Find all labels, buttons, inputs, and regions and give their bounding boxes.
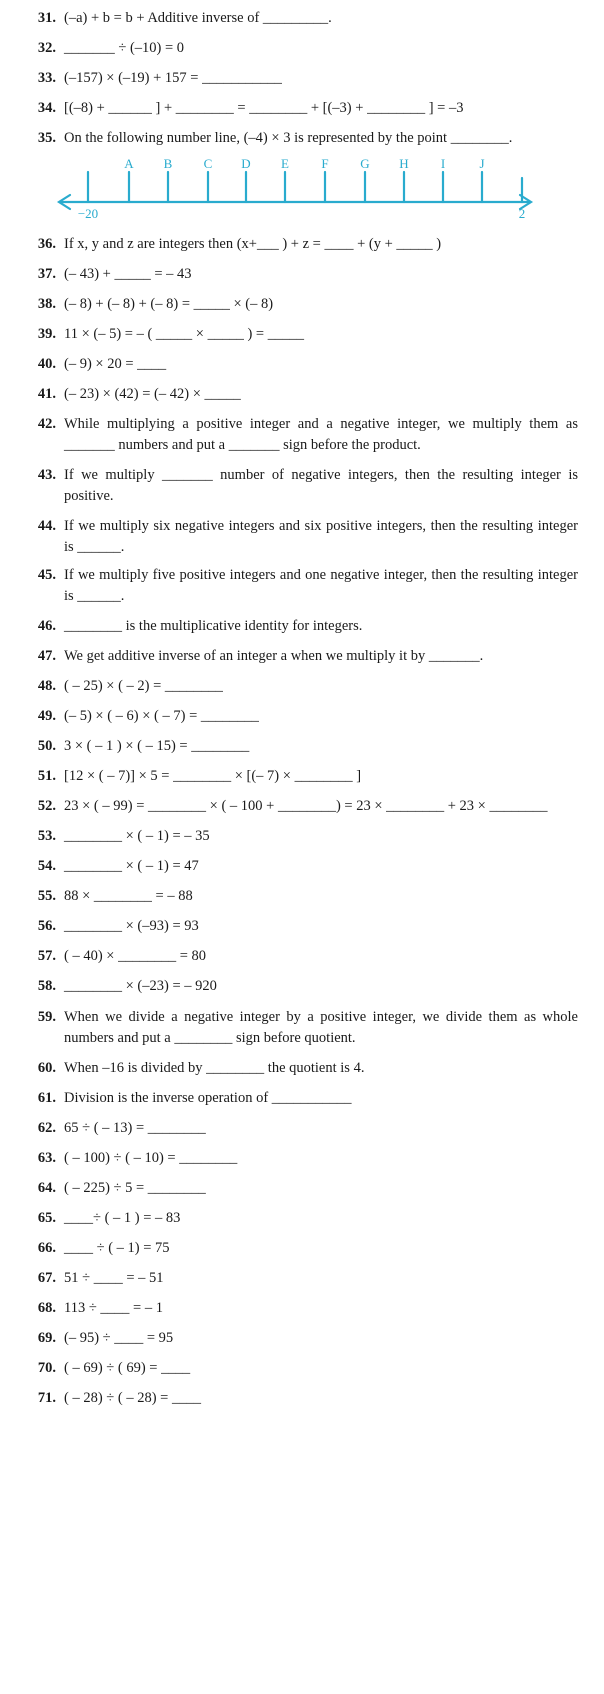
- question-item-33: [22, 68, 578, 89]
- point-label-D: D: [241, 158, 251, 172]
- question-number: 47.: [37, 648, 56, 665]
- question-text: When –16 is divided by ________ the quotient is 4.: [64, 1059, 365, 1076]
- question-item-42: [22, 414, 578, 456]
- question-item-63: [22, 1148, 578, 1169]
- question-number: 71.: [37, 1389, 56, 1406]
- question-item-56: [22, 916, 578, 937]
- question-item-60: [22, 1058, 578, 1079]
- point-label-F: F: [321, 158, 329, 172]
- question-text: 23 × ( – 99) = ________ × ( – 100 + ________) = 23 × ________ + 23 × ________: [64, 798, 548, 815]
- question-number: 63.: [37, 1149, 56, 1166]
- point-label-G: G: [360, 158, 370, 172]
- question-item-67: [22, 1268, 578, 1289]
- question-text: 88 × ________ = – 88: [64, 888, 193, 905]
- question-text: (– 43) + _____ = – 43: [64, 266, 192, 283]
- question-item-53: [22, 826, 578, 847]
- question-text: 11 × (– 5) = – ( _____ × _____ ) = _____: [64, 326, 304, 343]
- question-item-43: [22, 465, 578, 507]
- question-item-69: [22, 1328, 578, 1349]
- question-item-64: [22, 1178, 578, 1199]
- question-number: 60.: [37, 1059, 56, 1076]
- question-text: If x, y and z are integers then (x+___ ) + z = ____ + (y + _____ ): [64, 236, 442, 253]
- question-number: 56.: [37, 918, 56, 935]
- question-text: ____÷ ( – 1 ) = – 83: [64, 1209, 181, 1226]
- question-number: 46.: [37, 618, 56, 635]
- question-text: ________ × ( – 1) = – 35: [64, 828, 210, 845]
- question-item-61: [22, 1088, 578, 1109]
- question-text: ____ ÷ ( – 1) = 75: [64, 1239, 170, 1256]
- question-item-37: [22, 264, 578, 285]
- axis-label-left: −20: [77, 206, 99, 222]
- question-text: ( – 25) × ( – 2) = ________: [64, 678, 223, 695]
- question-text: (–a) + b = b + Additive inverse of _________.: [64, 10, 332, 26]
- question-item-55: [22, 886, 578, 907]
- question-text: ( – 100) ÷ ( – 10) = ________: [64, 1149, 238, 1166]
- question-item-62: [22, 1118, 578, 1139]
- question-item-41: [22, 384, 578, 405]
- question-text: If we multiply six negative integers and six positive integers, then the resulting integer is ______.: [64, 518, 578, 556]
- question-item-71: [22, 1388, 578, 1409]
- number-line-figure: [38, 158, 550, 224]
- number-line-svg: [38, 158, 550, 224]
- question-number: 40.: [37, 356, 56, 373]
- question-number: 36.: [37, 236, 56, 253]
- question-number: 44.: [37, 518, 56, 535]
- question-item-39: [22, 324, 578, 345]
- question-number: 69.: [37, 1329, 56, 1346]
- question-number: 52.: [37, 798, 56, 815]
- question-number: 64.: [37, 1179, 56, 1196]
- question-item-45: [22, 565, 578, 607]
- question-text: 65 ÷ ( – 13) = ________: [64, 1119, 206, 1136]
- question-item-46: [22, 616, 578, 637]
- question-text: While multiplying a positive integer and a negative integer, we multiply them as _______ numbers and put a _______ sign before the product.: [64, 416, 578, 454]
- question-text: ( – 28) ÷ ( – 28) = ____: [64, 1389, 201, 1406]
- question-item-44: [22, 516, 578, 558]
- question-item-65: [22, 1208, 578, 1229]
- question-text: If we multiply _______ number of negative integers, then the resulting integer is positive.: [64, 467, 578, 505]
- question-number: 51.: [37, 768, 56, 785]
- question-item-57: [22, 946, 578, 967]
- question-number: 70.: [37, 1359, 56, 1376]
- axis-label-right: 2: [518, 206, 526, 222]
- question-item-52: [22, 796, 578, 817]
- question-text: ________ × ( – 1) = 47: [64, 858, 199, 875]
- question-item-54: [22, 856, 578, 877]
- question-item-35: [22, 128, 578, 149]
- question-item-50: [22, 736, 578, 757]
- question-number: 42.: [37, 416, 56, 433]
- question-item-32: [22, 38, 578, 59]
- question-number: 37.: [37, 266, 56, 283]
- point-label-A: A: [124, 158, 134, 172]
- question-item-58: [22, 976, 578, 997]
- question-number: 50.: [37, 738, 56, 755]
- question-number: 38.: [37, 296, 56, 313]
- question-number: 55.: [37, 888, 56, 905]
- question-text: 3 × ( – 1 ) × ( – 15) = ________: [64, 738, 250, 755]
- question-text: If we multiply five positive integers and one negative integer, then the resulting integer is ______.: [64, 567, 578, 605]
- question-text: [(–8) + ______ ] + ________ = ________ + [(–3) + ________ ] = –3: [64, 100, 464, 117]
- question-number: 34.: [37, 100, 56, 117]
- question-number: 45.: [37, 567, 56, 584]
- question-number: 43.: [37, 467, 56, 484]
- question-item-36: [22, 234, 578, 255]
- point-label-E: E: [281, 158, 289, 172]
- question-number: 32.: [37, 40, 56, 57]
- question-number: 62.: [37, 1119, 56, 1136]
- question-number: 68.: [37, 1299, 56, 1316]
- question-number: 61.: [37, 1089, 56, 1106]
- question-text: ( – 225) ÷ 5 = ________: [64, 1179, 206, 1196]
- question-item-59: [22, 1007, 578, 1049]
- question-number: 53.: [37, 828, 56, 845]
- question-text: When we divide a negative integer by a positive integer, we divide them as whole numbers and put a ________ sign before quotient.: [64, 1008, 578, 1046]
- question-text: [12 × ( – 7)] × 5 = ________ × [(– 7) × ________ ]: [64, 768, 362, 785]
- question-text: (– 95) ÷ ____ = 95: [64, 1329, 174, 1346]
- question-text: 51 ÷ ____ = – 51: [64, 1269, 164, 1286]
- question-text: ( – 69) ÷ ( 69) = ____: [64, 1359, 191, 1376]
- question-number: 59.: [37, 1008, 56, 1025]
- question-number: 65.: [37, 1209, 56, 1226]
- question-text: We get additive inverse of an integer a when we multiply it by _______.: [64, 648, 484, 665]
- question-number: 54.: [37, 858, 56, 875]
- question-number: 31.: [37, 10, 56, 26]
- question-text: (–157) × (–19) + 157 = ___________: [64, 70, 282, 87]
- question-text: ________ × (–23) = – 920: [64, 978, 217, 995]
- question-text: _______ ÷ (–10) = 0: [64, 40, 185, 57]
- question-list: [22, 8, 578, 1409]
- question-number: 41.: [37, 386, 56, 403]
- question-number: 33.: [37, 70, 56, 87]
- question-item-47: [22, 646, 578, 667]
- question-number: 49.: [37, 708, 56, 725]
- question-number: 58.: [37, 978, 56, 995]
- question-text: (– 23) × (42) = (– 42) × _____: [64, 386, 241, 403]
- point-label-C: C: [203, 158, 213, 172]
- question-text: Division is the inverse operation of ___________: [64, 1089, 352, 1106]
- point-label-I: I: [440, 158, 446, 172]
- question-text: ________ is the multiplicative identity for integers.: [64, 618, 363, 635]
- question-item-68: [22, 1298, 578, 1319]
- question-text: On the following number line, (–4) × 3 is represented by the point ________.: [64, 130, 513, 147]
- question-number: 35.: [37, 130, 56, 147]
- question-item-38: [22, 294, 578, 315]
- question-item-34: [22, 98, 578, 119]
- question-number: 67.: [37, 1269, 56, 1286]
- question-item-48: [22, 676, 578, 697]
- question-text: (– 9) × 20 = ____: [64, 356, 167, 373]
- point-label-B: B: [163, 158, 173, 172]
- point-label-H: H: [399, 158, 409, 172]
- question-number: 57.: [37, 948, 56, 965]
- question-number: 39.: [37, 326, 56, 343]
- question-item-66: [22, 1238, 578, 1259]
- question-item-51: [22, 766, 578, 787]
- point-label-J: J: [479, 158, 485, 172]
- question-text: (– 5) × ( – 6) × ( – 7) = ________: [64, 708, 259, 725]
- question-item-40: [22, 354, 578, 375]
- question-item-31: [22, 8, 578, 29]
- question-item-49: [22, 706, 578, 727]
- question-text: ( – 40) × ________ = 80: [64, 948, 207, 965]
- question-item-70: [22, 1358, 578, 1379]
- question-text: 113 ÷ ____ = – 1: [64, 1299, 163, 1316]
- question-text: ________ × (–93) = 93: [64, 918, 199, 935]
- question-number: 66.: [37, 1239, 56, 1256]
- question-text: (– 8) + (– 8) + (– 8) = _____ × (– 8): [64, 296, 274, 313]
- question-number: 48.: [37, 678, 56, 695]
